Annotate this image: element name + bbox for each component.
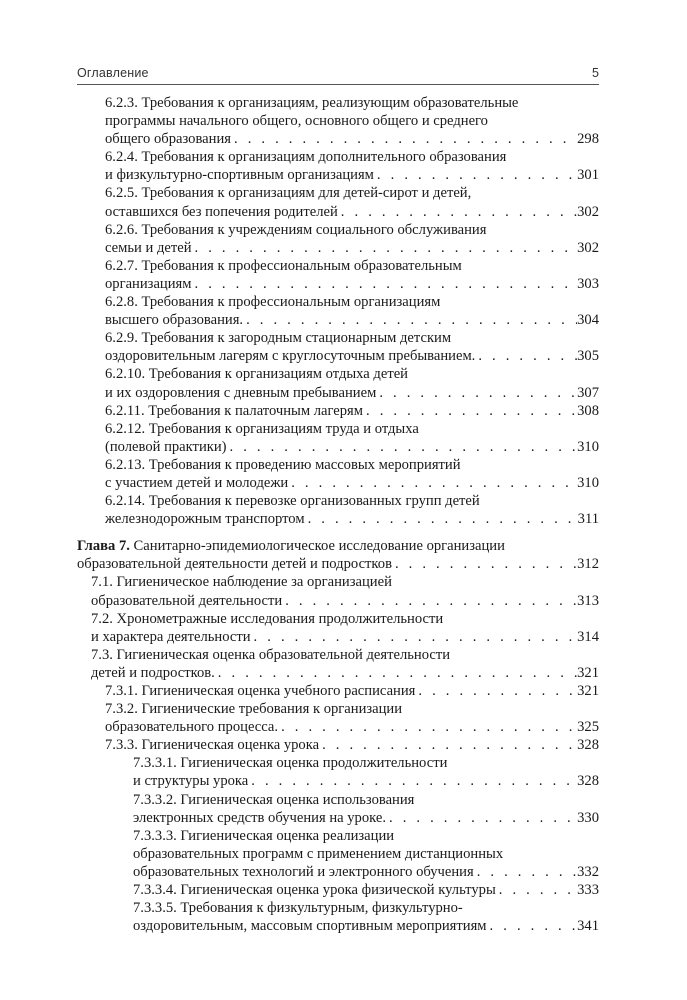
toc-entry-text: Санитарно-эпидемиологическое исследование организации [133, 538, 505, 555]
toc-entry-line [77, 112, 599, 130]
toc-entry[interactable] [77, 682, 599, 700]
dot-leader [248, 772, 577, 790]
dot-leader [243, 311, 577, 329]
toc-entry-line [77, 420, 599, 438]
toc-entry-line [77, 456, 599, 474]
toc-entry[interactable] [77, 257, 599, 293]
toc-entry-line [77, 329, 599, 347]
toc-entry-text: железнодорожным транспортом [105, 511, 305, 528]
toc-entry[interactable] [77, 700, 599, 736]
dot-leader [192, 239, 578, 257]
toc-page-number: 298 [577, 131, 599, 148]
toc-entry-text: образовательной деятельности детей и подростков [77, 556, 392, 573]
toc-page-number: 301 [577, 167, 599, 184]
toc-entry-text: 7.2. Хронометражные исследования продолжительности [91, 610, 444, 627]
toc-entry-text: высшего образования. [105, 312, 244, 329]
toc-entry-text: оставшихся без попечения родителей [105, 203, 338, 220]
toc-entry[interactable] [77, 827, 599, 881]
toc-entry-text: и характера деятельности [91, 628, 251, 645]
toc-entry-line [77, 827, 599, 845]
toc-entry-line [77, 845, 599, 863]
toc-entry-text: детей и подростков. [91, 664, 215, 681]
toc-entry-last-line [77, 474, 599, 492]
toc-entry-text: оздоровительным, массовым спортивным мероприятиям [133, 918, 487, 935]
header-rule [77, 84, 599, 85]
toc-entry-last-line [77, 881, 599, 899]
toc-entry-text: 7.3.2. Гигиенические требования к организации [105, 701, 403, 718]
dot-leader [363, 402, 577, 420]
toc-entry-last-line [77, 402, 599, 420]
toc-entry[interactable] [77, 492, 599, 528]
toc-entry-text: 7.3.3.3. Гигиеническая оценка реализации [133, 827, 395, 844]
toc-entry-line [77, 899, 599, 917]
toc-page-number: 303 [577, 275, 599, 292]
toc-page-number: 311 [577, 511, 599, 528]
toc-entry-line [77, 492, 599, 510]
toc-entry[interactable] [77, 293, 599, 329]
dot-leader [496, 881, 577, 899]
toc-entry-text: электронных средств обучения на уроке. [133, 809, 386, 826]
toc-entry-last-line [77, 166, 599, 184]
toc-entry-text: 6.2.10. Требования к организациям отдыха детей [105, 366, 408, 383]
toc-entry[interactable] [77, 646, 599, 682]
toc-page-number: 321 [577, 664, 599, 681]
toc-entry-last-line [77, 239, 599, 257]
dot-leader [282, 592, 577, 610]
toc-page-number: 304 [577, 312, 599, 329]
toc-page-number: 314 [577, 628, 599, 645]
dot-leader [278, 718, 577, 736]
toc-entry-last-line [77, 736, 599, 754]
toc-entry-text: 7.3.1. Гигиеническая оценка учебного расписания [105, 683, 416, 699]
toc-entry-text: организациям [105, 275, 192, 292]
chapter-label: Глава 7. [77, 538, 134, 555]
toc-entry[interactable] [77, 94, 599, 148]
toc-entry-line [77, 94, 599, 112]
toc-entry-line [77, 573, 599, 591]
toc-entry-line [77, 791, 599, 809]
toc-entry-last-line [77, 555, 599, 573]
toc-entry[interactable] [77, 221, 599, 257]
toc-entry-last-line [77, 863, 599, 881]
toc-entry-last-line [77, 718, 599, 736]
toc-entry-last-line [77, 438, 599, 456]
toc-entry-text: оздоровительным лагерям с круглосуточным пребыванием. [105, 348, 476, 365]
dot-leader [374, 166, 577, 184]
toc-page-number: 333 [577, 882, 599, 899]
toc-entry[interactable] [77, 420, 599, 456]
toc-page-number: 341 [577, 918, 599, 935]
toc-entry[interactable] [77, 736, 599, 754]
dot-leader [305, 510, 578, 528]
page-number: 5 [592, 66, 599, 80]
toc-page-number: 332 [577, 863, 599, 880]
toc-entry-text: 7.3.3.1. Гигиеническая оценка продолжительности [133, 755, 448, 772]
toc-entry-line [77, 184, 599, 202]
toc-entry[interactable] [77, 610, 599, 646]
dot-leader [192, 275, 578, 293]
running-title: Оглавление [77, 66, 149, 80]
toc-entry-last-line [77, 682, 599, 700]
toc-page-number: 308 [577, 402, 599, 419]
toc-entry-last-line [77, 772, 599, 790]
toc-entry-line [77, 293, 599, 311]
dot-leader [475, 347, 577, 365]
toc-page-number: 302 [577, 203, 599, 220]
toc-entry-line [77, 257, 599, 275]
toc-entry-last-line [77, 592, 599, 610]
toc-entry-line [77, 646, 599, 664]
toc-entry-text: 6.2.11. Требования к палаточным лагерям [105, 402, 364, 419]
toc-entry-text: 7.3.3.5. Требования к физкультурным, физкультурно- [133, 900, 463, 917]
toc-entry-line [77, 610, 599, 628]
toc-entry-text: программы начального общего, основного общего и среднего [105, 113, 488, 130]
toc-entry-text: образовательного процесса. [105, 719, 279, 736]
toc-page-number: 321 [577, 683, 599, 699]
toc-entry[interactable] [77, 148, 599, 184]
toc-entry-text: с участием детей и молодежи [105, 474, 289, 491]
toc-page-number: 307 [577, 384, 599, 401]
toc-entry-last-line [77, 384, 599, 402]
toc-entry-line [77, 754, 599, 772]
dot-leader [288, 474, 577, 492]
toc-entry-text: 7.3.3.4. Гигиеническая оценка урока физической культуры [133, 882, 496, 899]
toc-entry-last-line [77, 311, 599, 329]
toc-entry-line [77, 700, 599, 718]
toc-entry-text: (полевой практики) [105, 438, 227, 455]
toc-page-number: 305 [577, 348, 599, 365]
dot-leader [227, 438, 578, 456]
toc-entry-last-line [77, 275, 599, 293]
toc-entry-text: 7.3.3.2. Гигиеническая оценка использования [133, 791, 415, 808]
toc-entry-text: 6.2.8. Требования к профессиональным организациям [105, 294, 441, 311]
toc-entry-text: образовательной деятельности [91, 592, 283, 609]
toc-entry-text: 6.2.4. Требования к организациям дополнительного образования [105, 149, 507, 166]
toc-entry-last-line [77, 203, 599, 221]
dot-leader [376, 384, 577, 402]
toc-entry[interactable] [77, 456, 599, 492]
toc-entry[interactable] [77, 537, 599, 573]
dot-leader [474, 863, 577, 881]
toc-page-number: 312 [577, 556, 599, 573]
toc-entry[interactable] [77, 791, 599, 827]
toc-entry-last-line [77, 130, 599, 148]
toc-entry[interactable] [77, 184, 599, 220]
toc-entry-text: семьи и детей [105, 239, 192, 256]
toc-entry[interactable] [77, 881, 599, 899]
toc-page-number: 328 [577, 773, 599, 790]
dot-leader [487, 917, 578, 935]
toc-entry-text: 6.2.14. Требования к перевозке организованных групп детей [105, 493, 480, 510]
toc-page-number: 310 [577, 474, 599, 491]
toc-entry-text: и структуры урока [133, 773, 249, 790]
page-header [77, 62, 599, 84]
toc-entry-text: 6.2.9. Требования к загородным стационарным детским [105, 330, 452, 347]
toc-entry-text: 6.2.7. Требования к профессиональным образовательным [105, 257, 462, 274]
toc-entry-text: 6.2.13. Требования к проведению массовых мероприятий [105, 456, 461, 473]
toc-page-number: 330 [577, 809, 599, 826]
toc-entry-line [77, 221, 599, 239]
toc-entry-last-line [77, 917, 599, 935]
toc-entry-text: 7.1. Гигиеническое наблюдение за организацией [91, 574, 392, 591]
dot-leader [215, 664, 577, 682]
dot-leader [386, 809, 577, 827]
toc-entry-text: 6.2.6. Требования к учреждениям социального обслуживания [105, 221, 487, 238]
toc-page-number: 310 [577, 438, 599, 455]
toc-entry-line [77, 365, 599, 383]
toc-entry-text: общего образования [105, 131, 231, 148]
toc-page-number: 302 [577, 239, 599, 256]
dot-leader [231, 130, 577, 148]
toc-entry-line [77, 537, 599, 555]
toc-entry-line [77, 148, 599, 166]
toc-entry[interactable] [77, 365, 599, 401]
toc-entry[interactable] [77, 329, 599, 365]
toc-entry[interactable] [77, 402, 599, 420]
toc-entry-text: 6.2.3. Требования к организациям, реализующим образовательные [105, 95, 519, 111]
toc-entry-text: и физкультурно-спортивным организациям [105, 167, 374, 184]
toc-entry-text: образовательных технологий и электронного обучения [133, 863, 474, 880]
toc-entry-text: образовательных программ с применением дистанционных [133, 845, 504, 862]
toc-page-number: 325 [577, 719, 599, 736]
dot-leader [319, 736, 577, 754]
toc-entry-last-line [77, 510, 599, 528]
toc-entry-text: 7.3. Гигиеническая оценка образовательной деятельности [91, 646, 451, 663]
table-of-contents [77, 94, 599, 935]
toc-page-number: 313 [577, 592, 599, 609]
toc-page-number: 328 [577, 737, 599, 754]
toc-entry-last-line [77, 628, 599, 646]
toc-entry-text: 6.2.5. Требования к организациям для детей-сирот и детей, [105, 185, 472, 202]
toc-entry[interactable] [77, 899, 599, 935]
toc-entry-text: 6.2.12. Требования к организациям труда и отдыха [105, 420, 419, 437]
dot-leader [392, 555, 577, 573]
toc-entry-last-line [77, 809, 599, 827]
toc-entry-last-line [77, 664, 599, 682]
toc-entry-text: 7.3.3. Гигиеническая оценка урока [105, 737, 320, 754]
dot-leader [415, 682, 577, 700]
dot-leader [251, 628, 578, 646]
toc-entry-last-line [77, 347, 599, 365]
toc-entry[interactable] [77, 754, 599, 790]
toc-entry-text: и их оздоровления с дневным пребыванием [105, 384, 377, 401]
toc-entry[interactable] [77, 573, 599, 609]
dot-leader [338, 203, 577, 221]
